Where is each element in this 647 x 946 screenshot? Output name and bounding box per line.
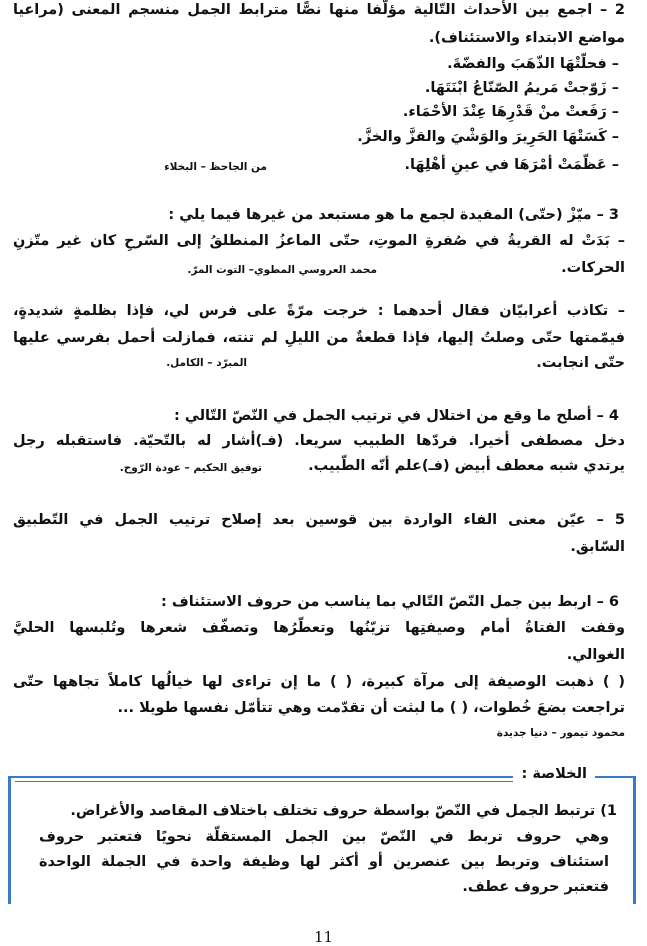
text-line: الغوالي. <box>566 647 625 663</box>
summary-line: استئناف وتربط بين عنصرين أو أكثر لها وظيفة واحدة في الجملة الواحدة <box>39 854 609 870</box>
page-number: 11 <box>313 928 334 946</box>
exercise-2-prompt: 2 – اجمع بين الأحداث التّالية مؤلّفا منها نصًّا مترابط الجمل منسجم المعنى (مراعيا <box>13 2 625 18</box>
text-line: تراجعت بضعَ خُطوات، ( ) ما لبثت أن تقدّمت وهي تتأمّل نفسها طويلا ... <box>117 700 625 716</box>
exercise-3-prompt: 3 – ميّزْ (حتّى) المفيدة لجمع ما هو مستبعد من غيرها فيما يلي : <box>168 207 619 223</box>
summary-line: 1) ترتبط الجمل في النّصّ بواسطة حروف تختلف باختلاف المقاصد والأغراض. <box>70 803 617 819</box>
exercise-4-prompt: 4 – أصلح ما وقع من اختلال في ترتيب الجمل في النّصّ التّالي : <box>174 408 619 424</box>
example-line: الحركات. <box>561 260 625 276</box>
event-item: – كَسَتْهَا الحَرِيرَ والوَشْيَ والقزَّ والخزَّ. <box>357 129 619 145</box>
text-line: وقفت الفتاةُ أمام وصيفتِها تزيّنُها وتعطّرُها وتصفّف شعرها وتُلبسها الحليَّ <box>13 620 625 636</box>
summary-line: وهي حروف تربط في النّصّ بين الجمل المستقلّة نحويًا فتعتبر حروف <box>39 829 609 845</box>
summary-line: فتعتبر حروف عطف. <box>462 879 609 895</box>
summary-title: الخلاصة : <box>513 763 595 785</box>
exercise-5-prompt-cont: السّابق. <box>570 539 625 555</box>
text-line: ( ) ذهبت الوصيفة إلى مرآة كبيرة، ( ) ما إن تراءى لها خيالُها كاملاً تجاهها حتّى <box>13 674 625 690</box>
example-line: – تكاذب أعرابيّان فقال أحدهما : خرجت مرّةً على فرس لي، فإذا بظلمةٍ شديدةٍ، <box>13 303 625 319</box>
source-citation: توفيق الحكيم – عودة الرّوح. <box>119 462 262 474</box>
example-line: – بَدَتْ له القريةُ في صُفرةِ الموتِ، حتّى الماعزُ المنطلقُ إلى السّرحِ كان غير متّزنِ <box>13 233 625 249</box>
source-citation: من الجاحظ – البخلاء <box>164 161 267 173</box>
example-line: حتّى انجابت. <box>536 355 625 371</box>
source-citation: محمود تيمور – دنيا جديدة <box>496 727 625 739</box>
event-item: – رَفَعتْ منْ قَدْرِهَا عِنْدَ الأحْمَاء. <box>402 104 619 120</box>
event-item: – زَوّجتْ مَريمُ الصّنّاعُ ابْنَتَهَا. <box>424 80 619 96</box>
example-line: فيمّمتها حتّى وصلتُ إليها، فإذا قطعةٌ من الليلِ لم تنته، فمازلت أحمل بفرسي عليها <box>13 330 625 346</box>
text-line: دخل مصطفى أخيرا. فردّها الطبيب سريعا. (فـ)أشار له بالتّحيّة. فاستقبله رجل <box>13 433 625 449</box>
source-citation: المبرّد – الكامل. <box>166 357 247 369</box>
exercise-2-prompt-cont: مواضع الابتداء والاستئناف). <box>428 30 625 46</box>
event-item: – فحلّتْهَا الذّهَبَ والفضّةَ. <box>447 56 619 72</box>
text-line: يرتدي شبه معطف أبيض (فـ)علم أنّه الطّبيب. <box>308 458 625 474</box>
exercise-5-prompt: 5 – عيّن معنى الفاء الواردة بين قوسين بعد إصلاح ترتيب الجمل في التّطبيق <box>13 512 625 528</box>
source-citation: محمد العروسي المطوي– التوت المرّ. <box>187 264 377 276</box>
event-item: – عَظّمَتْ أمْرَهَا في عينِ أهْلِهَا. <box>404 157 619 173</box>
exercise-6-prompt: 6 – اربط بين جمل النّصّ التّالي بما يناسب من حروف الاستئناف : <box>161 594 619 610</box>
